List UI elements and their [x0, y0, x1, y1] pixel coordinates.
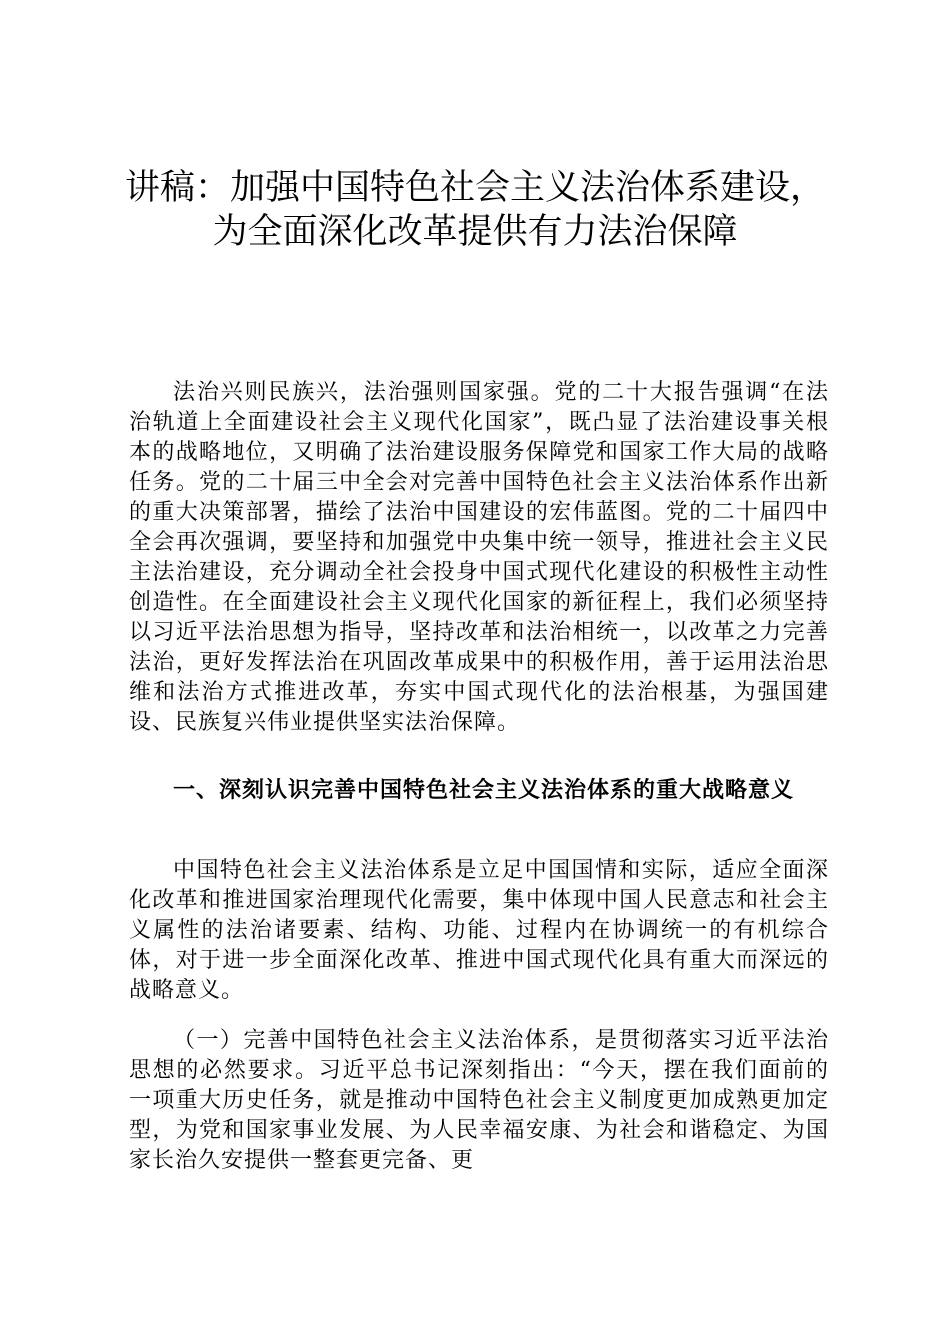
paragraph-section-1-intro: 中国特色社会主义法治体系是立足中国国情和实际，适应全面深化改革和推进国家治理现代化需要，集中体现中国人民意志和社会主义属性的法治诸要素、结构、功能、过程内在协调统一的有机综合体，对于进一步全面深化改革、推进中国式现代化具有重大而深远的战略意义。: [129, 858, 829, 1003]
title-line-1: 讲稿：加强中国特色社会主义法治体系建设，: [124, 168, 825, 208]
title-line-2: 为全面深化改革提供有力法治保障: [212, 212, 738, 252]
paragraph-intro: 法治兴则民族兴，法治强则国家强。党的二十大报告强调“在法治轨道上全面建设社会主义现代化国家”，既凸显了法治建设事关根本的战略地位，又明确了法治建设服务保障党和国家工作大局的战略任务。党的二十届三中全会对完善中国特色社会主义法治体系作出新的重大决策部署，描绘了法治中国建设的宏伟蓝图。党的二十届四中全会再次强调，要坚持和加强党中央集中统一领导，推进社会主义民主法治建设，充分调动全社会投身中国式现代化建设的积极性主动性创造性。在全面建设社会主义现代化国家的新征程上，我们必须坚持以习近平法治思想为指导，坚持改革和法治相统一，以改革之力完善法治，更好发挥法治在巩固改革成果中的积极作用，善于运用法治思维和法治方式推进改革，夯实中国式现代化的法治根基，为强国建设、民族复兴伟业提供坚实法治保障。: [129, 380, 829, 735]
section-heading-1: 一、深刻认识完善中国特色社会主义法治体系的重大战略意义: [173, 778, 795, 803]
document-title: [90, 166, 860, 254]
paragraph-subsection-1: （一）完善中国特色社会主义法治体系，是贯彻落实习近平法治思想的必然要求。习近平总书记深刻指出：“今天，摆在我们面前的一项重大历史任务，就是推动中国特色社会主义制度更加成熟更加定型，为党和国家事业发展、为人民幸福安康、为社会和谐稳定、为国家长治久安提供一整套更完备、更: [129, 1028, 829, 1173]
